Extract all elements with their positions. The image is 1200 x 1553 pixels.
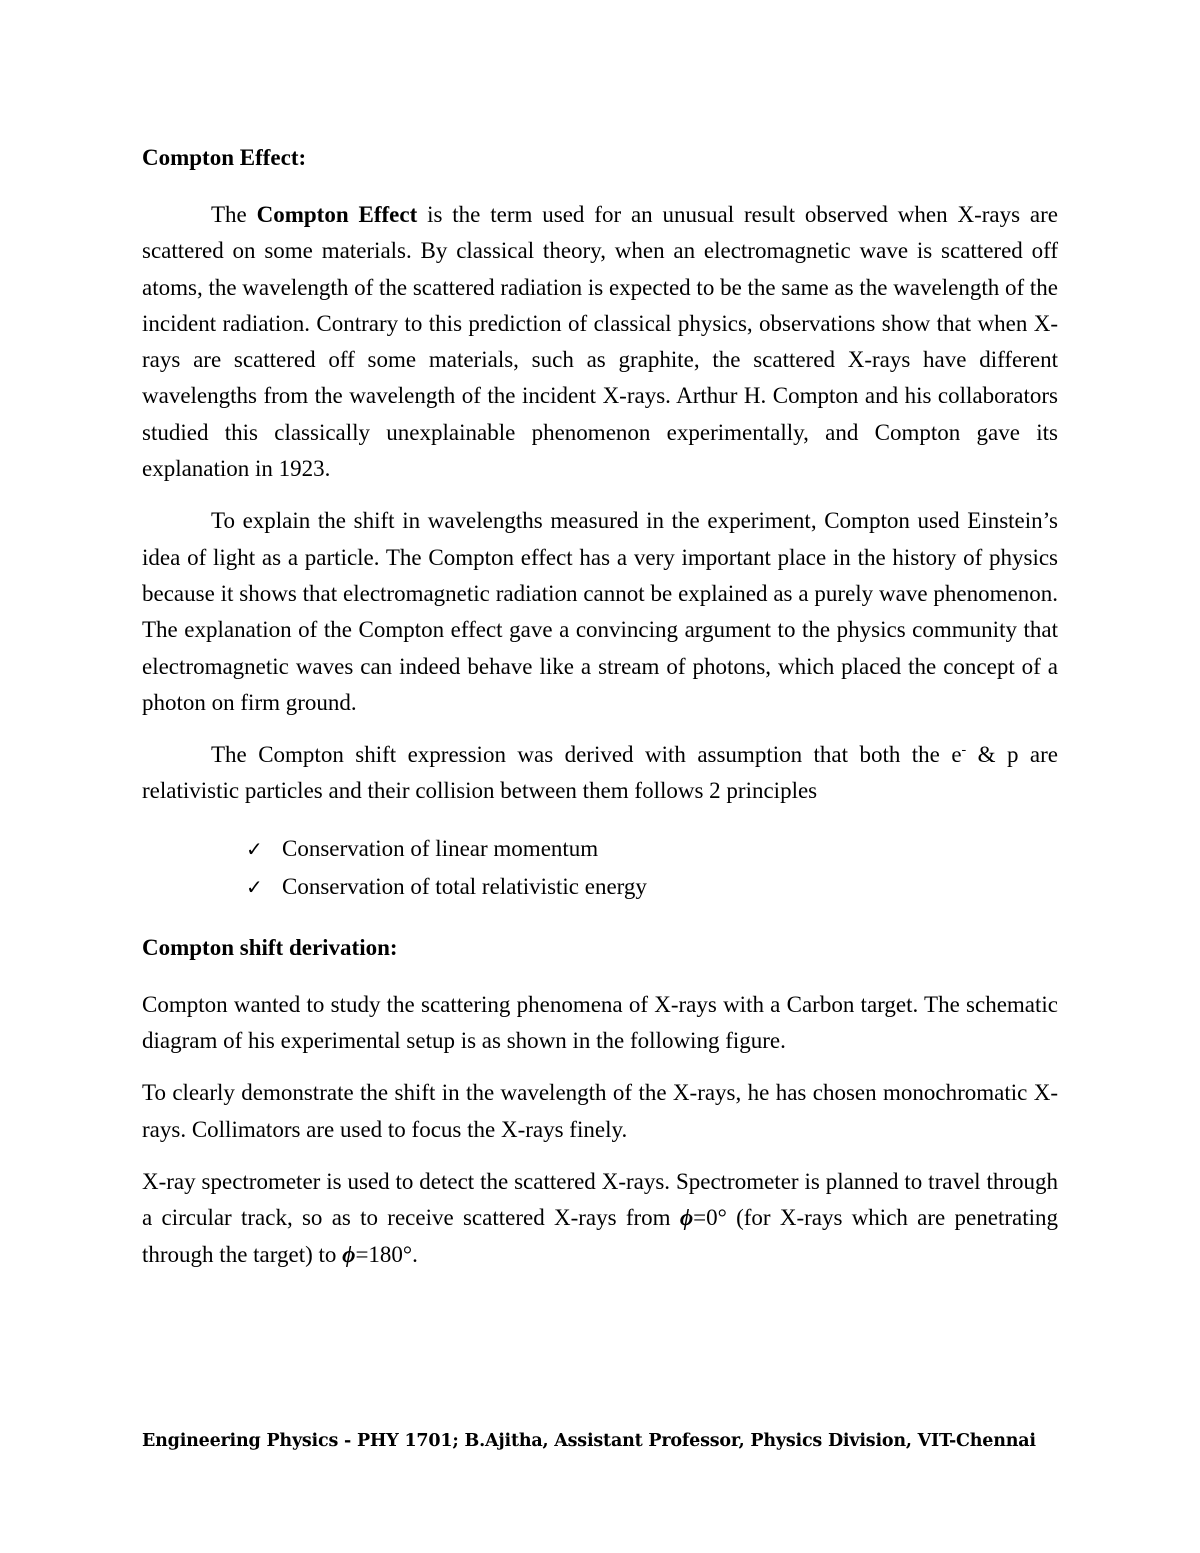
principles-list (142, 830, 1058, 906)
document-body (142, 140, 1058, 1273)
phi-symbol: ϕ (679, 1205, 694, 1231)
paragraph-explanation: To explain the shift in wavelengths measured in the experiment, Compton used Einstein’s idea of light as a particle. The Compton effect has a very important place in the history of physics because it shows that electromagnetic radiation cannot be explained as a purely wave phenomenon. The explanation of the Compton effect gave a convincing argument to the physics community that electromagnetic waves can indeed behave like a stream of photons, which placed the concept of a photon on firm ground. (142, 508, 1058, 715)
paragraph-setup: Compton wanted to study the scattering phenomena of X-rays with a Carbon target. The schematic diagram of his experimental setup is as shown in the following figure. (142, 991, 1058, 1054)
paragraph-spectrometer-text-b: =0° (for X-rays which are penetrating through the target) to (142, 1205, 1058, 1267)
list-item (246, 868, 1058, 906)
paragraph-intro-bold-term: Compton Effect (256, 202, 418, 227)
paragraph-assumption-prefix: The Compton shift expression was derived with assumption that both the e (211, 742, 962, 768)
paragraph-assumption-text: & p are relativistic particles and their collision between them follows 2 principles (142, 742, 1058, 804)
list-item-label: Conservation of linear momentum (282, 835, 599, 861)
section-heading-compton-effect: Compton Effect: (142, 145, 307, 170)
section-heading-compton-shift-derivation: Compton shift derivation: (142, 934, 398, 960)
checkmark-icon: ✓ (246, 874, 263, 899)
paragraph-spectrometer-text-c: =180°. (355, 1241, 418, 1267)
list-item-label: Conservation of total relativistic energy (282, 873, 647, 899)
paragraph-spectrometer (142, 1164, 1058, 1273)
paragraph-intro-prefix: The (211, 202, 257, 227)
paragraph-spectrometer-text-a: X-ray spectrometer is used to detect the scattered X-rays. Spectrometer is planned to travel through a circular track, so as to receive scattered X-rays from (142, 1168, 1058, 1231)
page-footer: Engineering Physics - PHY 1701; B.Ajitha, Assistant Professor, Physics Division, VIT-Chennai (142, 1431, 1036, 1451)
paragraph-intro-text: is the term used for an unusual result observed when X-rays are scattered on some materials. By classical theory, when an electromagnetic wave is scattered off atoms, the wavelength of the scattered radiation is expected to be the same as the wavelength of the incident radiation. Contrary to this prediction of classical physics, observations show that when X-rays are scattered off some materials, such as graphite, the scattered X-rays have different wavelengths from the wavelength of the incident X-rays. Arthur H. Compton and his collaborators studied this classically unexplainable phenomenon experimentally, and Compton gave its explanation in 1923. (142, 202, 1058, 482)
phi-symbol: ϕ (342, 1241, 356, 1267)
electron-superscript: - (961, 742, 967, 758)
list-item (246, 830, 1058, 868)
paragraph-monochromatic: To clearly demonstrate the shift in the wavelength of the X-rays, he has chosen monochromatic X-rays. Collimators are used to focus the X-rays finely. (142, 1080, 1058, 1142)
checkmark-icon: ✓ (246, 836, 263, 861)
paragraph-intro (142, 197, 1058, 487)
paragraph-assumption (142, 737, 1058, 810)
